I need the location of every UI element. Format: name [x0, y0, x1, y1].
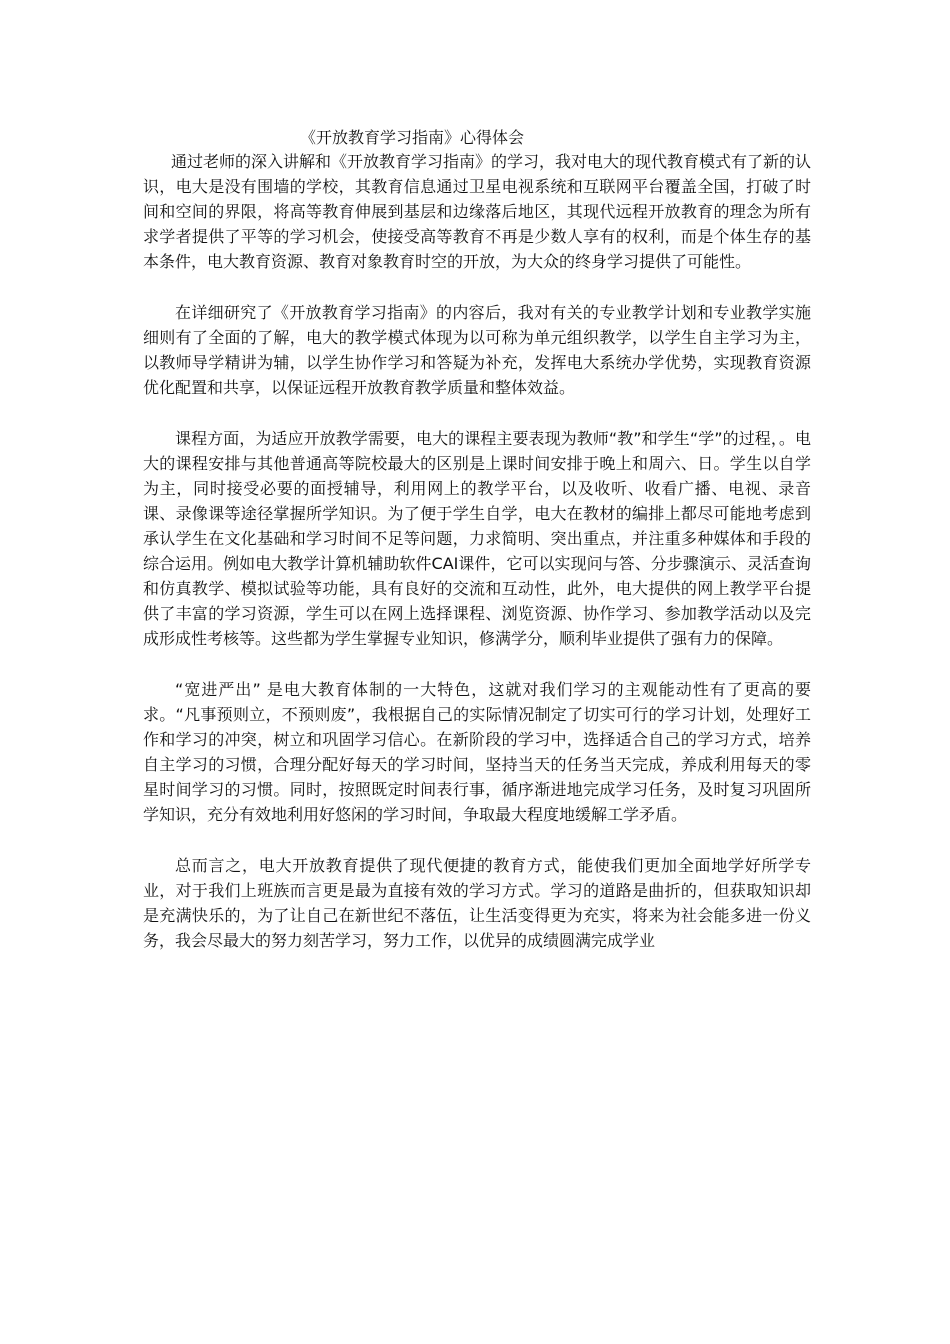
paragraph-3: 课程方面，为适应开放教学需要，电大的课程主要表现为教师“教”和学生“学”的过程，。电大的课程安排与其他普通高等院校最大的区别是上课时间安排于晚上和周六、日。学生以自学为主，同时接受必要的面授辅导，利用网上的教学平台，以及收听、收看广播、电视、录音课、录像课等途径掌握所学知识。为了便于学生自学，电大在教材的编排上都尽可能地考虑到承认学生在文化基础和学习时间不足等问题，力求简明、突出重点，并注重多种媒体和手段的综合运用。例如电大教学计算机辅助软件CAI课件，它可以实现问与答、分步骤演示、灵活查询和仿真教学、模拟试验等功能，具有良好的交流和互动性，此外，电大提供的网上教学平台提供了丰富的学习资源，学生可以在网上选择课程、浏览资源、协作学习、参加教学活动以及完成形成性考核等。这些都为学生掌握专业知识，修满学分，顺利毕业提供了强有力的保障。: [143, 429, 811, 648]
paragraph-2: 在详细研究了《开放教育学习指南》的内容后，我对有关的专业教学计划和专业教学实施细则有了全面的了解，电大的教学模式体现为以可称为单元组织教学，以学生自主学习为主，以教师导学精讲为辅，以学生协作学习和答疑为补充，发挥电大系统办学优势，实现教育资源优化配置和共享，以保证远程开放教育教学质量和整体效益。: [143, 303, 811, 397]
document-body: [143, 149, 811, 979]
document-title: 《开放教育学习指南》心得体会: [300, 128, 525, 147]
paragraph-5: 总而言之，电大开放教育提供了现代便捷的教育方式，能使我们更加全面地学好所学专业，对于我们上班族而言更是最为直接有效的学习方式。学习的道路是曲折的，但获取知识却是充满快乐的，为了让自己在新世纪不落伍，让生活变得更为充实，将来为社会能多进一份义务，我会尽最大的努力刻苦学习，努力工作，以优异的成绩圆满完成学业: [143, 856, 811, 950]
paragraph-4: “宽进严出” 是电大教育体制的一大特色，这就对我们学习的主观能动性有了更高的要求。“凡事预则立，不预则废”，我根据自己的实际情况制定了切实可行的学习计划，处理好工作和学习的冲突，树立和巩固学习信心。在新阶段的学习中，选择适合自己的学习方式，培养自主学习的习惯，合理分配好每天的学习时间，坚持当天的任务当天完成，养成利用每天的零星时间学习的习惯。同时，按照既定时间表行事，循序渐进地完成学习任务，及时复习巩固所学知识，充分有效地利用好悠闲的学习时间，争取最大程度地缓解工学矛盾。: [143, 680, 811, 824]
paragraph-1: 通过老师的深入讲解和《开放教育学习指南》的学习，我对电大的现代教育模式有了新的认识，电大是没有围墙的学校，其教育信息通过卫星电视系统和互联网平台覆盖全国，打破了时间和空间的界限，将高等教育伸展到基层和边缘落后地区，其现代远程开放教育的理念为所有求学者提供了平等的学习机会，使接受高等教育不再是少数人享有的权利，而是个体生存的基本条件，电大教育资源、教育对象教育时空的开放，为大众的终身学习提供了可能性。: [143, 152, 812, 271]
